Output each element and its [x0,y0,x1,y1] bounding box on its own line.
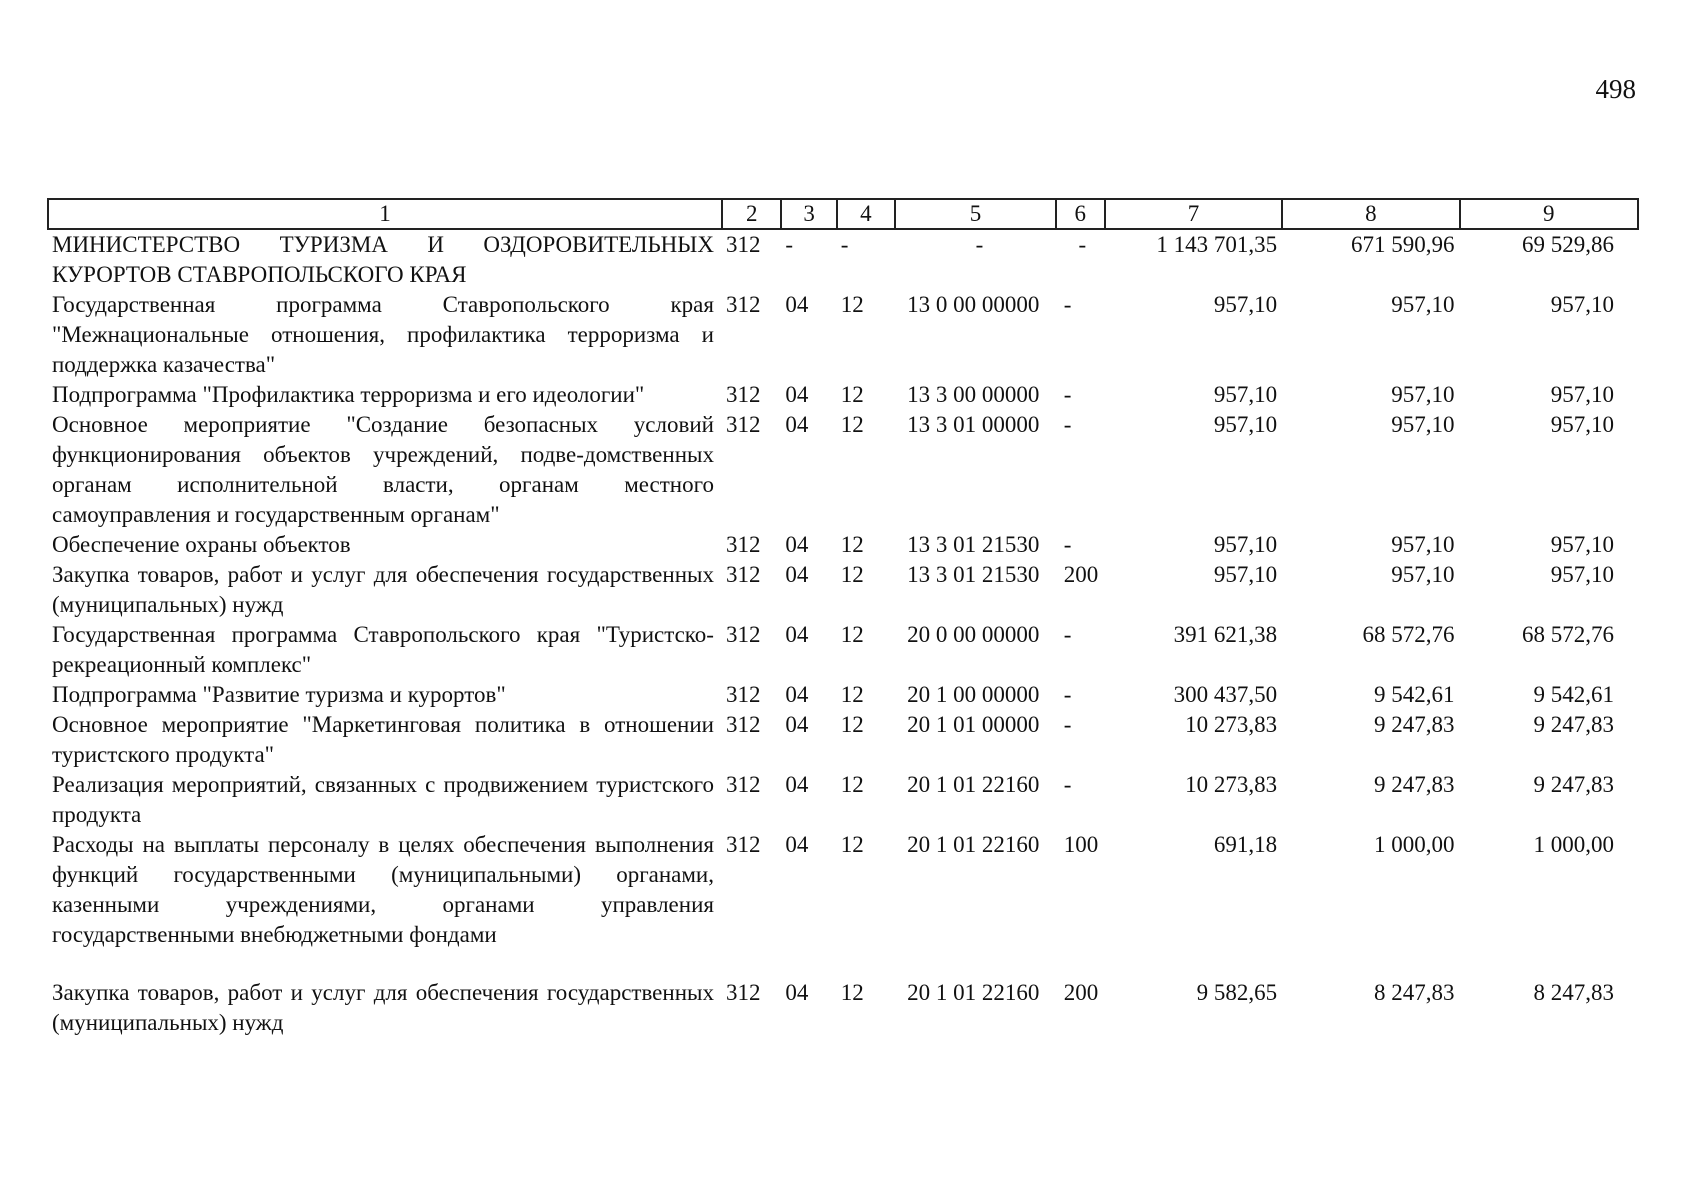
row-c8: 8 247,83 [1374,980,1455,1005]
row-c3: 04 [785,412,809,437]
row-c7: 300 437,50 [1173,682,1278,707]
row-c5: 20 1 01 22160 [907,772,1040,797]
table-row [48,560,1638,620]
table-row [48,290,1638,380]
row-c2: 312 [725,832,761,857]
header-cell-5: 5 [895,199,1056,229]
row-c9: 1 000,00 [1533,832,1614,857]
row-c5: 13 3 01 00000 [907,412,1040,437]
row-c6: 200 [1063,980,1099,1005]
row-c2: 312 [725,712,761,737]
row-c6: - [1063,772,1072,797]
row-c9: 8 247,83 [1533,980,1614,1005]
row-c9: 9 247,83 [1533,772,1614,797]
row-c7: 9 582,65 [1196,980,1278,1005]
table-row [48,950,1638,1038]
row-c8: 671 590,96 [1351,232,1455,257]
row-c7: 957,10 [1213,292,1278,317]
row-c8: 957,10 [1391,382,1455,407]
row-c9: 957,10 [1550,532,1614,557]
row-c8: 9 247,83 [1374,712,1455,737]
row-c3: 04 [785,532,809,557]
row-c2: 312 [725,232,761,257]
row-c3: 04 [785,772,809,797]
row-c4: 12 [840,292,864,317]
row-c2: 312 [725,562,761,587]
row-c6: 100 [1063,832,1099,857]
row-c9: 68 572,76 [1522,622,1614,647]
row-c7: 691,18 [1213,832,1278,857]
header-cell-6: 6 [1056,199,1105,229]
row-c6: - [1063,682,1072,707]
header-cell-1: 1 [48,199,722,229]
row-c6: - [1063,412,1072,437]
row-c6: - [1063,292,1072,317]
header-row [48,199,1638,229]
header-cell-3: 3 [781,199,836,229]
row-c7: 10 273,83 [1185,772,1278,797]
row-c4: - [840,232,849,257]
table-row [48,680,1638,710]
table-row [48,770,1638,830]
row-c7: 391 621,38 [1173,622,1278,647]
row-c5: 20 1 01 22160 [907,832,1040,857]
row-c2: 312 [725,382,761,407]
table-header [48,199,1638,229]
row-c2: 312 [725,532,761,557]
table-row [48,380,1638,410]
row-name: Реализация мероприятий, связанных с продвижением туристского продукта [52,772,714,827]
row-c2: 312 [725,980,761,1005]
row-c2: 312 [725,292,761,317]
table-row [48,830,1638,950]
header-cell-7: 7 [1105,199,1282,229]
table-row [48,229,1638,290]
row-name: Закупка товаров, работ и услуг для обеспечения государственных (муниципальных) нужд [52,980,714,1035]
row-name: Обеспечение охраны объектов [52,532,351,557]
row-c3: 04 [785,622,809,647]
row-c7: 1 143 701,35 [1156,232,1278,257]
row-c4: 12 [840,562,864,587]
header-cell-2: 2 [722,199,781,229]
row-c3: 04 [785,832,809,857]
row-c7: 957,10 [1213,532,1278,557]
row-c6: 200 [1063,562,1099,587]
row-name: Государственная программа Ставропольского края "Межнациональные отношения, профилактика терроризма и поддержка казачества" [52,292,714,377]
row-c2: 312 [725,772,761,797]
row-c3: 04 [785,712,809,737]
row-c4: 12 [840,382,864,407]
row-c2: 312 [725,412,761,437]
table-row [48,410,1638,530]
budget-table [47,198,1639,1038]
row-name: Подпрограмма "Профилактика терроризма и его идеологии" [52,382,645,407]
row-c4: 12 [840,772,864,797]
row-c3: 04 [785,682,809,707]
page-number: 498 [1595,74,1636,104]
row-c6: - [1063,712,1072,737]
row-c6: - [1078,232,1087,257]
row-c3: - [785,232,794,257]
row-name: МИНИСТЕРСТВО ТУРИЗМА И ОЗДОРОВИТЕЛЬНЫХ КУРОРТОВ СТАВРОПОЛЬСКОГО КРАЯ [52,232,714,287]
row-c4: 12 [840,712,864,737]
row-c9: 957,10 [1550,562,1614,587]
row-c4: 12 [840,622,864,647]
header-cell-9: 9 [1460,199,1638,229]
row-c9: 9 247,83 [1533,712,1614,737]
row-c4: 12 [840,682,864,707]
row-c8: 957,10 [1391,562,1455,587]
row-c9: 957,10 [1550,382,1614,407]
row-c4: 12 [840,412,864,437]
row-c2: 312 [725,622,761,647]
row-c7: 957,10 [1213,382,1278,407]
row-c4: 12 [840,980,864,1005]
row-c9: 9 542,61 [1533,682,1614,707]
header-cell-8: 8 [1282,199,1459,229]
row-c8: 1 000,00 [1374,832,1455,857]
row-c4: 12 [840,832,864,857]
row-c3: 04 [785,980,809,1005]
row-name: Государственная программа Ставропольского края "Туристско-рекреационный комплекс" [52,622,714,677]
row-c3: 04 [785,382,809,407]
row-c8: 9 542,61 [1374,682,1455,707]
row-c6: - [1063,382,1072,407]
row-c5: 20 0 00 00000 [907,622,1040,647]
row-c5: 13 3 01 21530 [907,532,1040,557]
row-c3: 04 [785,292,809,317]
row-name: Расходы на выплаты персоналу в целях обеспечения выполнения функций государственными (муниципальными) органами, казенными учреждениями, органами управления государственными внебюджетными фондами [52,832,714,947]
row-c7: 957,10 [1213,412,1278,437]
header-cell-4: 4 [837,199,895,229]
row-c5: 13 3 01 21530 [907,562,1040,587]
row-name: Закупка товаров, работ и услуг для обеспечения государственных (муниципальных) нужд [52,562,714,617]
row-c5: - [975,232,984,257]
row-c8: 957,10 [1391,412,1455,437]
table-row [48,530,1638,560]
row-c5: 20 1 01 22160 [907,980,1040,1005]
row-name: Подпрограмма "Развитие туризма и курортов" [52,682,506,707]
row-name: Основное мероприятие "Маркетинговая политика в отношении туристского продукта" [52,712,714,767]
row-c8: 68 572,76 [1362,622,1455,647]
row-c6: - [1063,532,1072,557]
row-c8: 9 247,83 [1374,772,1455,797]
row-c6: - [1063,622,1072,647]
row-c5: 13 0 00 00000 [907,292,1040,317]
row-c8: 957,10 [1391,532,1455,557]
row-c2: 312 [725,682,761,707]
row-c7: 10 273,83 [1185,712,1278,737]
row-c8: 957,10 [1391,292,1455,317]
row-c5: 20 1 01 00000 [907,712,1040,737]
table-row [48,620,1638,680]
row-c9: 69 529,86 [1522,232,1614,257]
row-c4: 12 [840,532,864,557]
table-body [48,229,1638,1038]
row-c5: 13 3 00 00000 [907,382,1040,407]
row-c9: 957,10 [1550,292,1614,317]
row-c9: 957,10 [1550,412,1614,437]
table-row [48,710,1638,770]
row-c5: 20 1 00 00000 [907,682,1040,707]
row-name: Основное мероприятие "Создание безопасных условий функционирования объектов учреждений, подве-домственных органам исполнительной власти, органам местного самоуправления и государственным органам" [52,412,714,527]
row-c3: 04 [785,562,809,587]
row-c7: 957,10 [1213,562,1278,587]
